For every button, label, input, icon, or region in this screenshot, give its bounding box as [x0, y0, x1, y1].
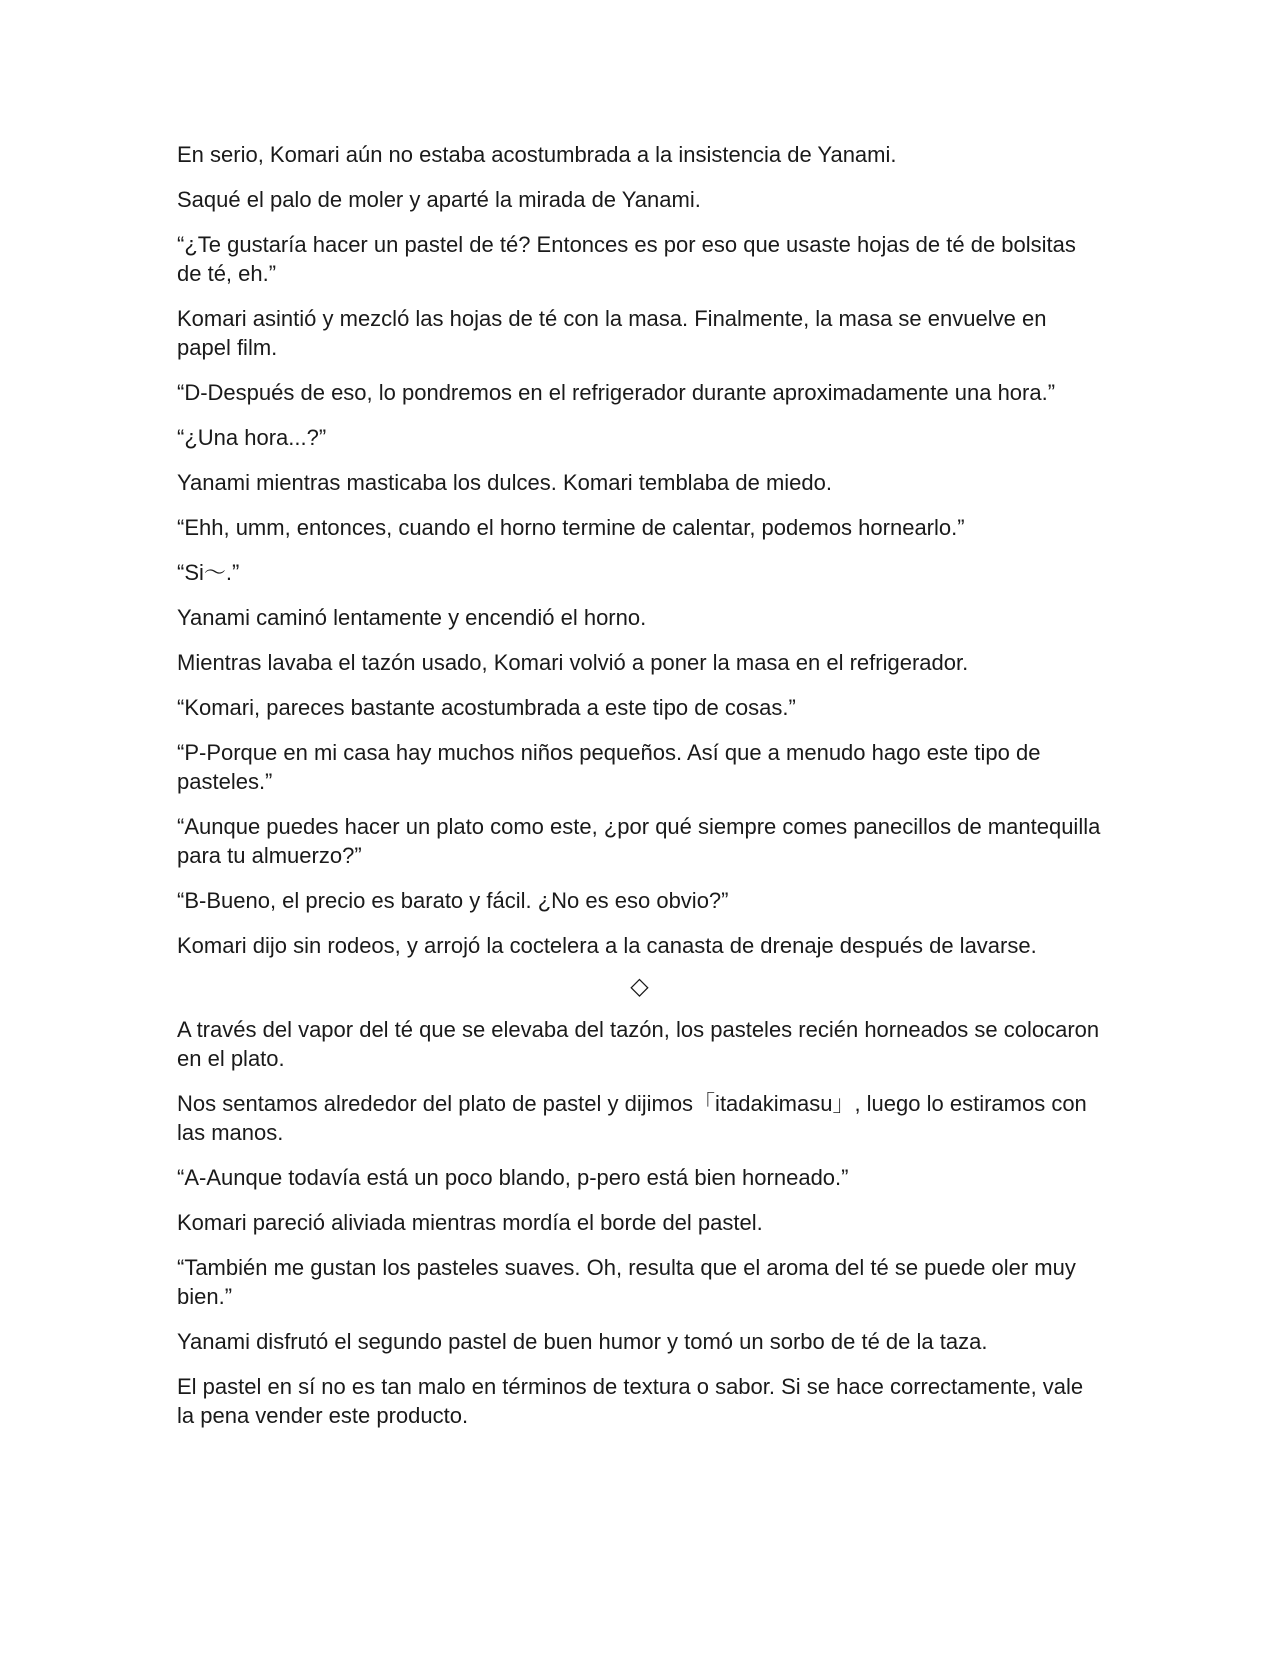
- paragraph: Komari dijo sin rodeos, y arrojó la coctelera a la canasta de drenaje después de lavarse.: [177, 933, 1037, 958]
- paragraph: “¿Una hora...?”: [177, 425, 327, 450]
- scene-break-diamond: [177, 972, 1102, 1001]
- diamond-icon: ◇: [630, 972, 649, 1000]
- paragraph: Nos sentamos alrededor del plato de pastel y dijimos「itadakimasu」, luego lo estiramos con las manos.: [177, 1091, 1093, 1145]
- paragraph: Saqué el palo de moler y aparté la mirada de Yanami.: [177, 187, 701, 212]
- paragraph: “Ehh, umm, entonces, cuando el horno termine de calentar, podemos hornearlo.”: [177, 515, 965, 540]
- paragraph: “Komari, pareces bastante acostumbrada a este tipo de cosas.”: [177, 695, 796, 720]
- paragraph: “También me gustan los pasteles suaves. Oh, resulta que el aroma del té se puede oler muy bien.”: [177, 1255, 1082, 1309]
- paragraph: El pastel en sí no es tan malo en términos de textura o sabor. Si se hace correctamente, vale la pena vender este producto.: [177, 1374, 1090, 1428]
- paragraph: En serio, Komari aún no estaba acostumbrada a la insistencia de Yanami.: [177, 142, 897, 167]
- paragraph: Mientras lavaba el tazón usado, Komari volvió a poner la masa en el refrigerador.: [177, 650, 969, 675]
- paragraph: “P-Porque en mi casa hay muchos niños pequeños. Así que a menudo hago este tipo de pasteles.”: [177, 740, 1047, 794]
- paragraph: “¿Te gustaría hacer un pastel de té? Entonces es por eso que usaste hojas de té de bolsitas de té, eh.”: [177, 232, 1083, 286]
- paragraph: A través del vapor del té que se elevaba del tazón, los pasteles recién horneados se colocaron en el plato.: [177, 1017, 1106, 1071]
- paragraph: “D-Después de eso, lo pondremos en el refrigerador durante aproximadamente una hora.”: [177, 380, 1056, 405]
- paragraph: “Si～.”: [177, 560, 240, 585]
- paragraph: Komari asintió y mezcló las hojas de té con la masa. Finalmente, la masa se envuelve en papel film.: [177, 306, 1053, 360]
- paragraph: “A-Aunque todavía está un poco blando, p-pero está bien horneado.”: [177, 1165, 849, 1190]
- paragraph: “B-Bueno, el precio es barato y fácil. ¿No es eso obvio?”: [177, 888, 729, 913]
- document-page: [177, 140, 1107, 1446]
- paragraph: “Aunque puedes hacer un plato como este, ¿por qué siempre comes panecillos de mantequilla para tu almuerzo?”: [177, 814, 1107, 868]
- paragraph: Komari pareció aliviada mientras mordía el borde del pastel.: [177, 1210, 763, 1235]
- paragraph: Yanami mientras masticaba los dulces. Komari temblaba de miedo.: [177, 470, 833, 495]
- paragraph: Yanami disfrutó el segundo pastel de buen humor y tomó un sorbo de té de la taza.: [177, 1329, 988, 1354]
- paragraph: Yanami caminó lentamente y encendió el horno.: [177, 605, 647, 630]
